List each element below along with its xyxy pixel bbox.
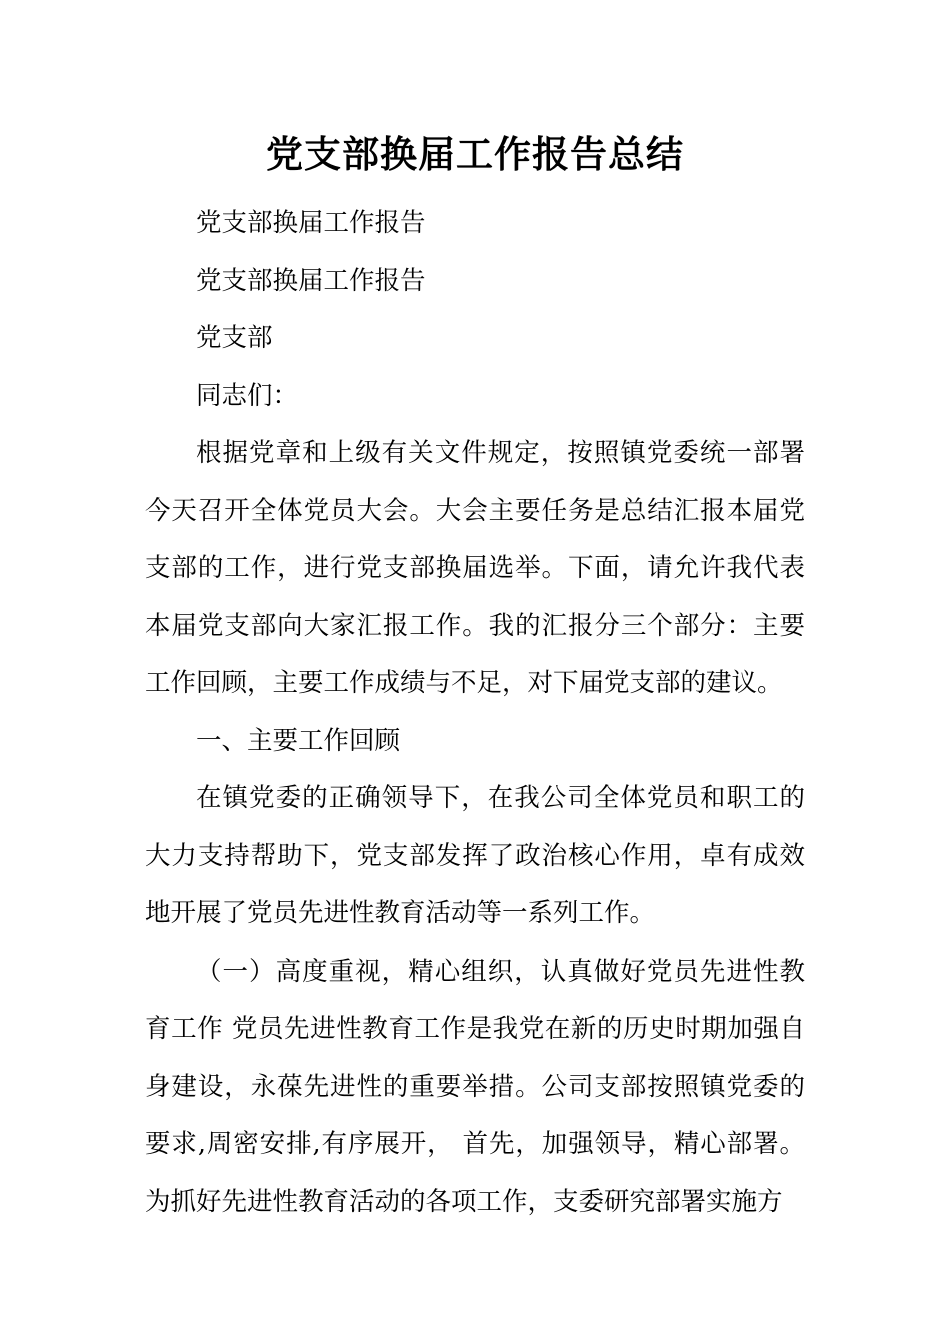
paragraph-section-1-body: 在镇党委的正确领导下，在我公司全体党员和职工的大力支持帮助下，党支部发挥了政治核心作用，卓有成效地开展了党员先进性教育活动等一系列工作。 (145, 783, 805, 928)
paragraph-salutation: 同志们： (196, 380, 299, 411)
paragraph-subtitle-1: 党支部换届工作报告 (196, 208, 426, 238)
paragraph-intro: 根据党章和上级有关文件规定，按照镇党委统一部署今天召开全体党员大会。大会主要任务是总结汇报本届党支部的工作，进行党支部换届选举。下面，请允许我代表本届党支部向大家汇报工作。我的汇报分三个部分：主要工作回顾，主要工作成绩与不足，对下届党支部的建议。 (145, 438, 805, 698)
paragraph-subtitle-2: 党支部换届工作报告 (196, 265, 426, 296)
section-heading-1: 一、主要工作回顾 (196, 725, 401, 756)
document-body (145, 195, 805, 1231)
paragraph-author: 党支部 (196, 323, 273, 353)
document-title: 党支部换届工作报告总结 (266, 132, 684, 176)
paragraph-subsection-1: （一）高度重视，精心组织，认真做好党员先进性教育工作 党员先进性教育工作是我党在新的历史时期加强自身建设，永葆先进性的重要举措。公司支部按照镇党委的要求,周密安排,有序展开， 首先，加强领导，精心部署。为抓好先进性教育活动的各项工作，支委研究部署实施方 (145, 956, 805, 1217)
